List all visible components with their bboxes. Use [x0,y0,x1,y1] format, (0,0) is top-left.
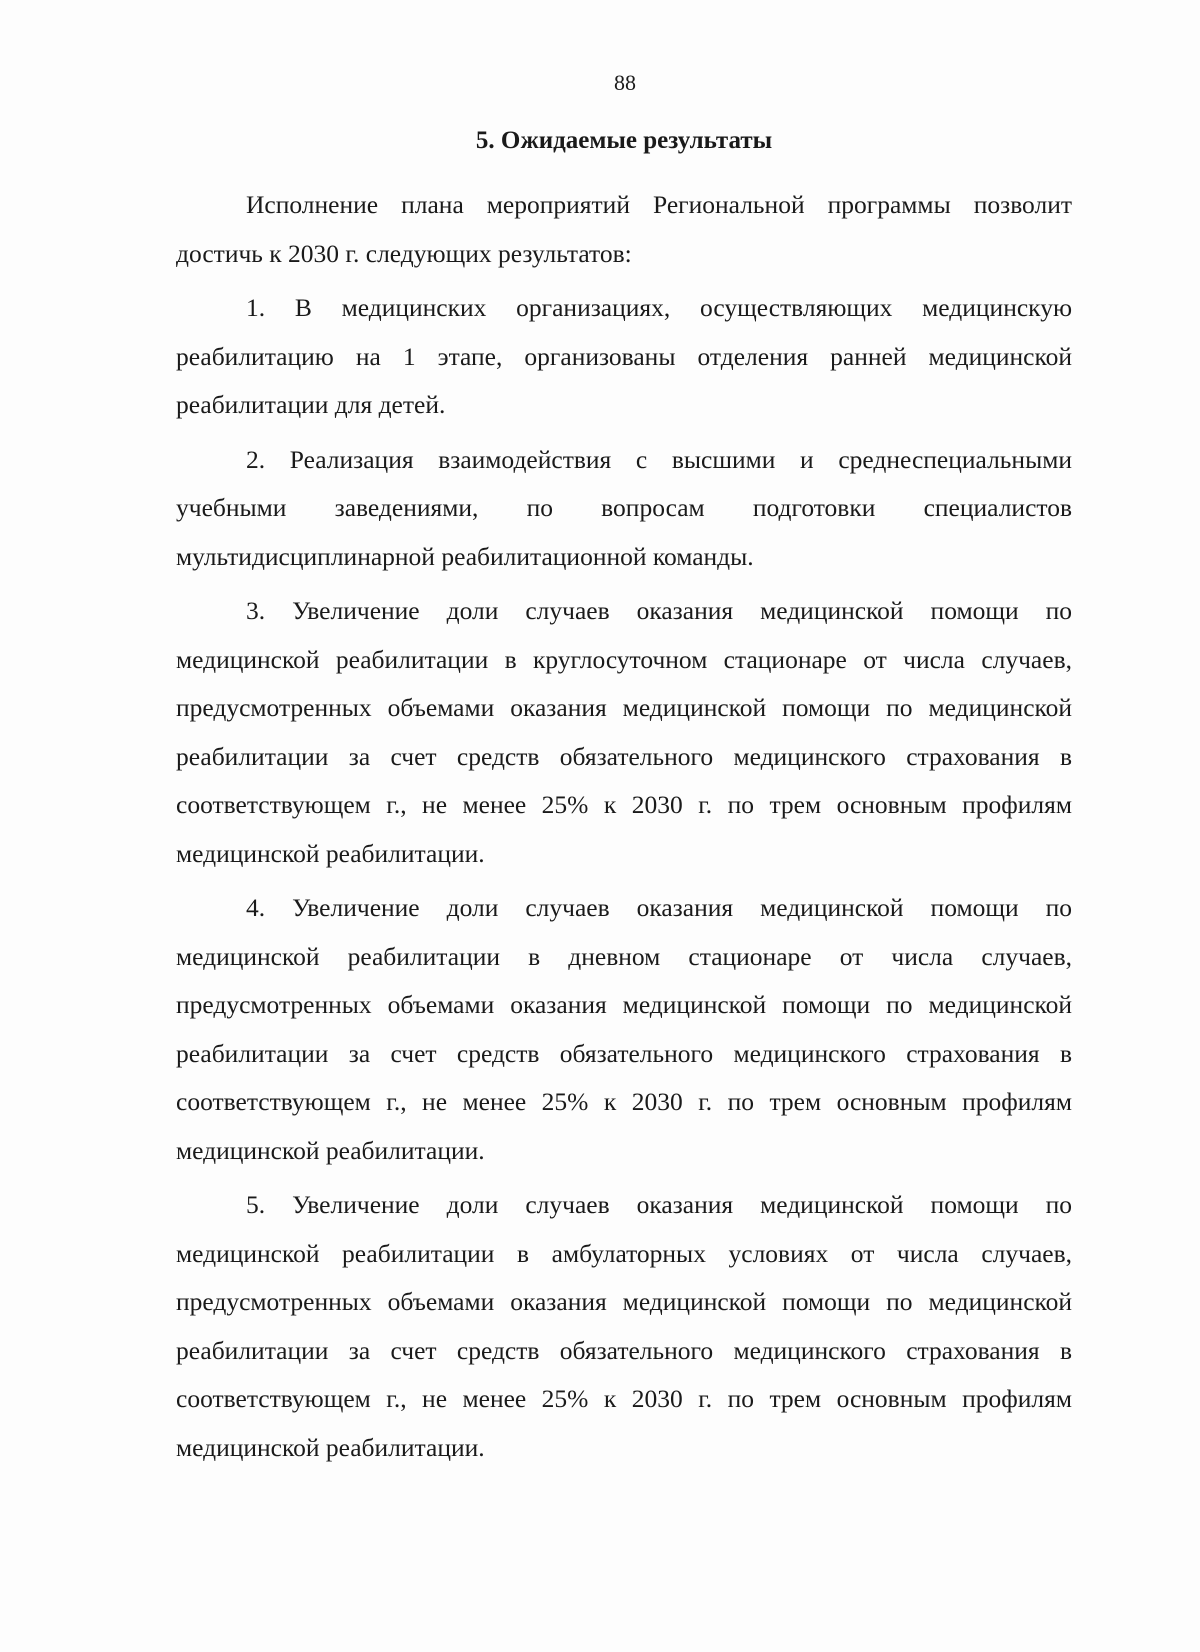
section-title: 5. Ожидаемые результаты [475,127,773,154]
page-number: 88 [614,70,636,95]
result-item-1: 1. В медицинских организациях, осуществляющих медицинскую реабилитацию на 1 этапе, организованы отделения ранней медицинской реабилитации для детей. [176,293,1072,419]
result-item-5: 5. Увеличение доли случаев оказания медицинской помощи по медицинской реабилитации в амбулаторных условиях от числа случаев, предусмотренных объемами оказания медицинской помощи по медицинской реабилитации за счет средств обязательного медицинского страхования в соответствующем г., не менее 25% к 2030 г. по трем основным профилям медицинской реабилитации. [176,1190,1072,1462]
intro-paragraph: Исполнение плана мероприятий Региональной программы позволит достичь к 2030 г. следующих результатов: [176,190,1072,268]
body-text [176,181,1072,1478]
result-item-4: 4. Увеличение доли случаев оказания медицинской помощи по медицинской реабилитации в дневном стационаре от числа случаев, предусмотренных объемами оказания медицинской помощи по медицинской реабилитации за счет средств обязательного медицинского страхования в соответствующем г., не менее 25% к 2030 г. по трем основным профилям медицинской реабилитации. [176,893,1072,1165]
result-item-3: 3. Увеличение доли случаев оказания медицинской помощи по медицинской реабилитации в круглосуточном стационаре от числа случаев, предусмотренных объемами оказания медицинской помощи по медицинской реабилитации за счет средств обязательного медицинского страхования в соответствующем г., не менее 25% к 2030 г. по трем основным профилям медицинской реабилитации. [176,596,1072,868]
result-item-2: 2. Реализация взаимодействия с высшими и среднеспециальными учебными заведениями, по вопросам подготовки специалистов мультидисциплинарной реабилитационной команды. [176,444,1072,571]
